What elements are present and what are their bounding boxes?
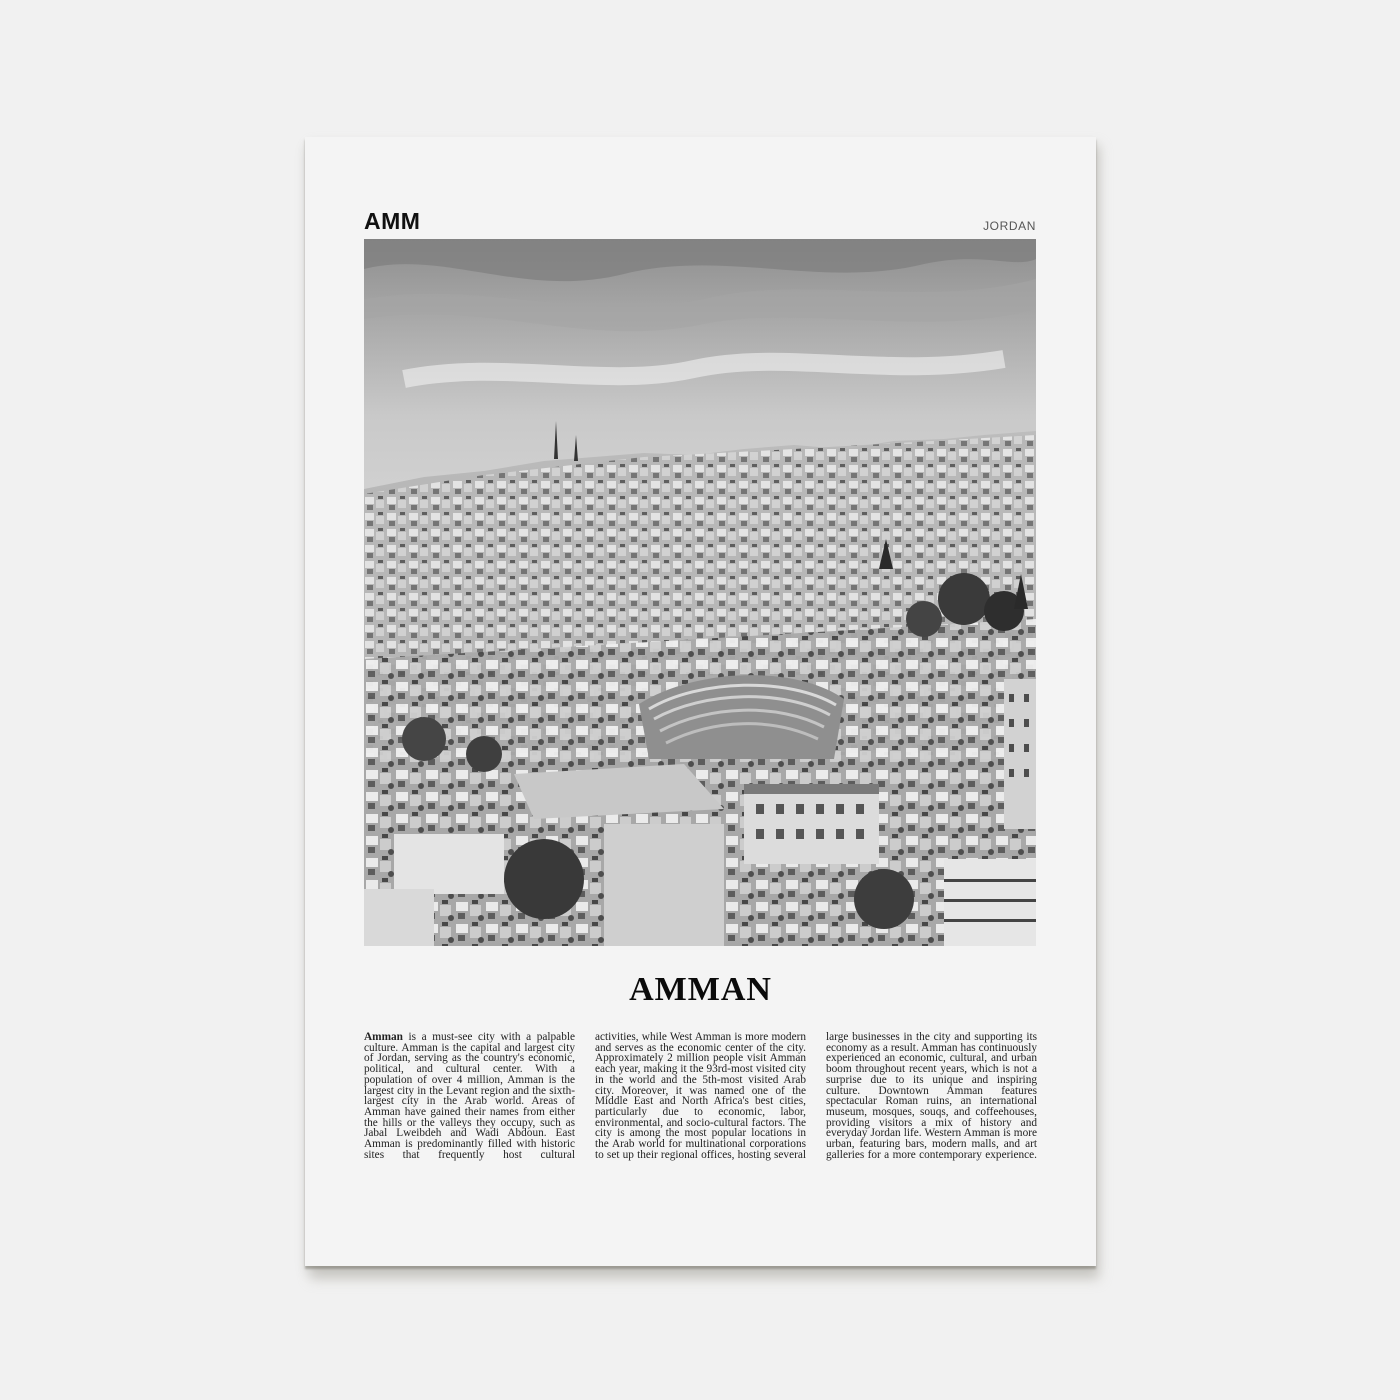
description-columns (364, 1032, 1037, 1160)
description-column-2: activities, while West Amman is more modern and serves as the economic center of the city. Approximately 2 million people visit Amman each year, making it the 93rd-most visited city in the world and the 5th-most visited Arab city. Moreover, it was named one of the Middle East and North Africa's best cities, particularly due to economic, labor, environmental, and socio-cultural factors. The city is among the most popular locations in the Arab world for multinational corporations to set up their regional offices, hosting several (595, 1031, 806, 1161)
city-code: AMM (364, 208, 421, 234)
description-column-3: large businesses in the city and supporting its economy as a result. Amman has continuously experienced an economic, cultural, and urban boom throughout recent years, which is not a surprise due to its unique and inspiring culture. Downtown Amman features spectacular Roman ruins, an international museum, mosques, souqs, and coffeehouses, providing visitors a mix of history and everyday Jordan life. Western Amman is more urban, featuring bars, modern malls, and art galleries for a more contemporary experience. (826, 1031, 1037, 1161)
city-title: AMMAN (629, 971, 772, 1008)
column-1-text: is a must-see city with a palpable culture. Amman is the capital and largest city of Jordan, serving as the country's economic, political, and cultural center. With a population of over 4 million, Amman is the largest city in the Levant region and the sixth-largest city in the Arab world. Areas of Amman have gained their names from either the hills or the valleys they occupy, such as Jabal Lweibdeh and Wadi Abdoun. East Amman is predominantly filled with historic sites that frequently host cultural (364, 1031, 575, 1161)
country-label: JORDAN (983, 219, 1036, 233)
city-photo (364, 239, 1036, 946)
lead-word: Amman (364, 1031, 403, 1043)
description-column-1 (364, 1032, 575, 1160)
poster (305, 137, 1096, 1266)
